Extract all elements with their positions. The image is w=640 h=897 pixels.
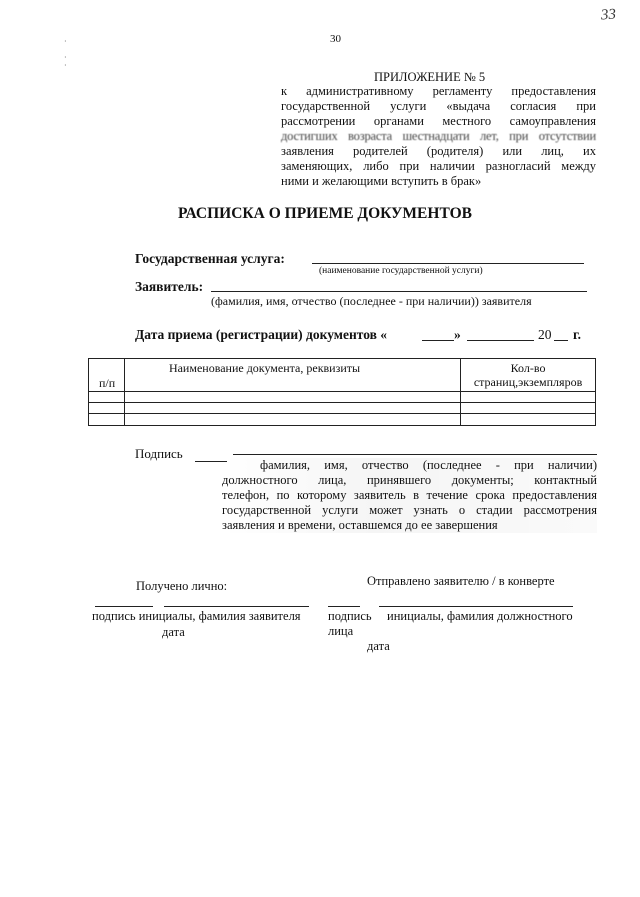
- applicant-sign-line: [95, 606, 153, 607]
- applicant-hint: (фамилия, имя, отчество (последнее - при наличии)) заявителя: [211, 294, 532, 308]
- appendix-line: заменяющих, либо при наличии разногласий между: [281, 159, 596, 173]
- applicant-line: [211, 291, 587, 292]
- margin-marks: · · ·: [64, 37, 67, 70]
- signature-long-line: [233, 454, 597, 455]
- date-label: Дата приема (регистрации) документов «: [135, 327, 388, 342]
- official-name-caption: инициалы, фамилия должностного: [387, 609, 573, 623]
- date-day-line: [422, 340, 454, 341]
- date-year-suffix: г.: [573, 327, 581, 342]
- received-personally-label: Получено лично:: [136, 579, 228, 593]
- official-sign-caption: подпись: [328, 609, 372, 623]
- official-caption-tail: лица: [328, 624, 354, 638]
- signature-caption: фамилия, имя, отчество (последнее - при наличии) должностного лица, принявшего документы; контактный телефон, по которому заявитель в течение срока предоставления государственной услуги может узнать о стадии рассмотрения заявления и времени, оставшемся до ее завершения: [222, 458, 597, 532]
- official-sign-line: [328, 606, 360, 607]
- signature-label: Подпись: [135, 446, 183, 461]
- official-name-line: [379, 606, 573, 607]
- appendix-line: заявления родителей (родителя) или лиц, их: [281, 144, 596, 158]
- header-number: п/п: [89, 359, 125, 392]
- applicant-name-line: [164, 606, 309, 607]
- date-year-prefix: 20: [538, 327, 552, 342]
- service-label: Государственная услуга:: [135, 251, 285, 266]
- page-number: 30: [330, 33, 341, 45]
- service-hint: (наименование государственной услуги): [319, 266, 483, 276]
- appendix-line: государственной услуги «выдача согласия при: [281, 99, 596, 113]
- sent-to-applicant-label: Отправлено заявителю / в конверте: [367, 574, 555, 588]
- official-date-caption: дата: [367, 639, 390, 653]
- applicant-label: Заявитель:: [135, 279, 204, 294]
- table-row: [89, 403, 596, 414]
- table-row: [89, 414, 596, 426]
- document-title: РАСПИСКА О ПРИЕМЕ ДОКУМЕНТОВ: [178, 205, 472, 222]
- handwritten-page-number: 33: [600, 6, 617, 24]
- appendix-line: к административному регламенту предоставления: [281, 84, 596, 98]
- date-year-line: [554, 340, 568, 341]
- documents-table: [88, 358, 596, 426]
- header-document-name: Наименование документа, реквизиты: [124, 359, 460, 392]
- date-month-line: [467, 340, 534, 341]
- appendix-title: ПРИЛОЖЕНИЕ № 5: [374, 70, 486, 84]
- appendix-line: рассмотрении органами местного самоуправления: [281, 114, 596, 128]
- table-row: [89, 392, 596, 403]
- appendix-line: ними и желающими вступить в брак»: [281, 174, 482, 188]
- header-count: Кол-во страниц,экземпляров: [461, 359, 596, 392]
- service-line: [312, 263, 584, 264]
- table-header-row: [89, 359, 596, 392]
- applicant-sign-caption: подпись инициалы, фамилия заявителя: [92, 609, 301, 623]
- appendix-line: достигших возраста шестнадцати лет, при отсутствии: [281, 129, 596, 143]
- appendix-text: [281, 84, 596, 189]
- date-close-quote: »: [454, 327, 461, 342]
- applicant-date-caption: дата: [162, 625, 185, 639]
